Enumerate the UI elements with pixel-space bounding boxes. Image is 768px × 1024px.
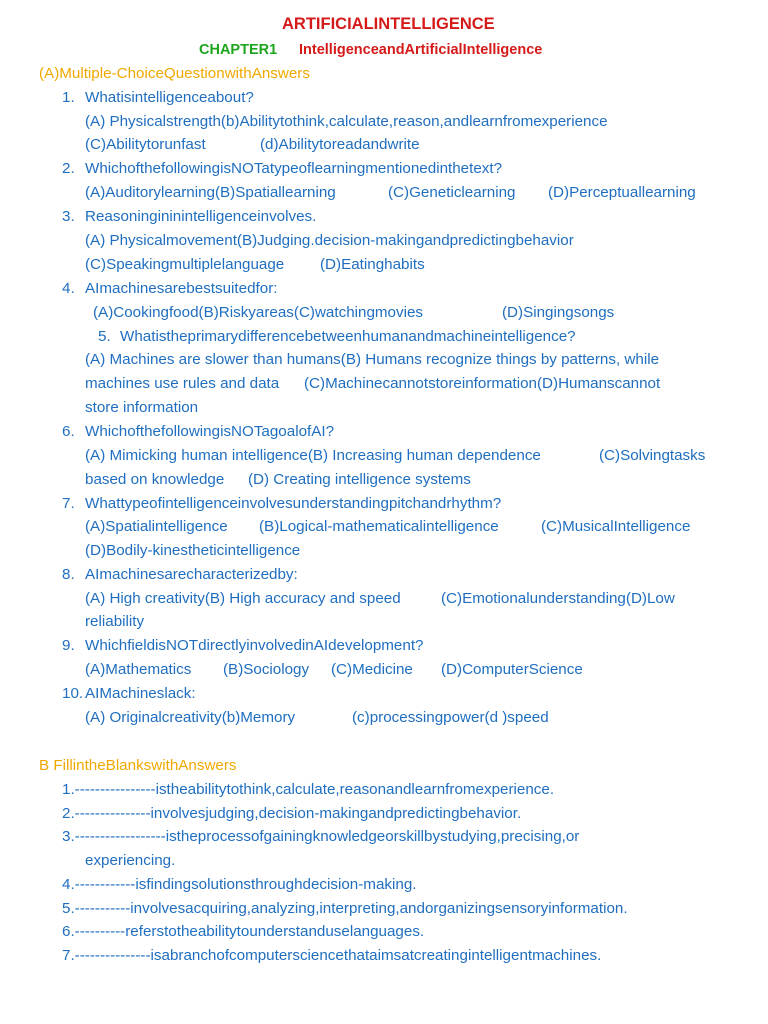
document-title: ARTIFICIALINTELLIGENCE xyxy=(282,15,495,33)
answer-options: (D)Singingsongs xyxy=(502,304,615,321)
answer-options: (C)Speakingmultiplelanguage xyxy=(85,256,285,273)
section-a-heading: (A)Multiple-ChoiceQuestionwithAnswers xyxy=(39,65,310,82)
answer-options: (D) Creating intelligence systems xyxy=(248,471,471,488)
question-number: 10. xyxy=(62,685,84,702)
answer-options: (A) Physicalstrength(b)Abilitytothink,calculate,reason,andlearnfromexperience xyxy=(85,113,608,130)
fill-blank-item-continued: experiencing. xyxy=(85,852,176,869)
question-number: 7. xyxy=(62,495,75,512)
answer-options: based on knowledge xyxy=(85,471,225,488)
fill-blank-item: 2.---------------involvesjudging,decision-makingandpredictingbehavior. xyxy=(62,805,522,822)
question-number: 1. xyxy=(62,89,75,106)
question-text: AImachinesarecharacterizedby: xyxy=(85,566,298,583)
answer-options: (A)Spatialintelligence xyxy=(85,518,228,535)
question-number: 8. xyxy=(62,566,75,583)
answer-options: (A)Mathematics xyxy=(85,661,192,678)
answer-options: reliability xyxy=(85,613,145,630)
answer-options: (D)Eatinghabits xyxy=(320,256,425,273)
question-text: WhichfieldisNOTdirectlyinvolvedinAIdevelopment? xyxy=(85,637,424,654)
answer-options: (A) Physicalmovement(B)Judging.decision-makingandpredictingbehavior xyxy=(85,232,574,249)
chapter-label: CHAPTER1 xyxy=(199,42,278,58)
question-text: Whatistheprimarydifferencebetweenhumanandmachineintelligence? xyxy=(120,328,576,345)
answer-options: (C)MusicalIntelligence xyxy=(541,518,691,535)
question-text: Whattypeofintelligenceinvolvesunderstandingpitchandrhythm? xyxy=(85,495,502,512)
answer-options: (A) Originalcreativity(b)Memory xyxy=(85,709,296,726)
question-number: 5. xyxy=(98,328,111,345)
answer-options: (A) High creativity(B) High accuracy and speed xyxy=(85,590,401,607)
chapter-title: IntelligenceandArtificialIntelligence xyxy=(299,42,543,58)
fill-blank-item: 7.---------------isabranchofcomputersciencethataimsatcreatingintelligentmachines. xyxy=(62,947,602,964)
fill-blank-item: 6.----------referstotheabilitytounderstanduselanguages. xyxy=(62,923,425,940)
answer-options: (A) Mimicking human intelligence(B) Increasing human dependence xyxy=(85,447,541,464)
question-text: AIMachineslack: xyxy=(85,685,196,702)
section-b-heading: B FillintheBlankswithAnswers xyxy=(39,757,237,774)
answer-options: (C)Emotionalunderstanding(D)Low xyxy=(441,590,675,607)
fill-blank-item: 4.------------isfindingsolutionsthroughdecision-making. xyxy=(62,876,417,893)
answer-options: (c)processingpower(d )speed xyxy=(352,709,549,726)
answer-options: (C)Solvingtasks xyxy=(599,447,706,464)
question-text: Whatisintelligenceabout? xyxy=(85,89,254,106)
question-number: 6. xyxy=(62,423,75,440)
answer-options: (B)Sociology xyxy=(223,661,310,678)
answer-options: (A)Cookingfood(B)Riskyareas(C)watchingmovies xyxy=(93,304,424,321)
question-text: WhichofthefollowingisNOTagoalofAI? xyxy=(85,423,335,440)
answer-options: (C)Abilitytorunfast xyxy=(85,136,206,153)
question-number: 3. xyxy=(62,208,75,225)
answer-options: (d)Abilitytoreadandwrite xyxy=(260,136,420,153)
question-number: 2. xyxy=(62,160,75,177)
answer-options: (A)Auditorylearning(B)Spatiallearning xyxy=(85,184,336,201)
question-text: WhichofthefollowingisNOTatypeoflearningmentionedinthetext? xyxy=(85,160,503,177)
answer-options: (B)Logical-mathematicalintelligence xyxy=(259,518,499,535)
fill-blank-item: 1.----------------istheabilitytothink,calculate,reasonandlearnfromexperience. xyxy=(62,781,555,798)
answer-options: (C)Medicine xyxy=(331,661,413,678)
answer-options: machines use rules and data xyxy=(85,375,280,392)
answer-options: (C)Machinecannotstoreinformation(D)Humanscannot xyxy=(304,375,661,392)
answer-options: (A) Machines are slower than humans(B) Humans recognize things by patterns, while xyxy=(85,351,660,368)
answer-options: (D)Bodily-kinestheticintelligence xyxy=(85,542,301,559)
question-text: AImachinesarebestsuitedfor: xyxy=(85,280,278,297)
answer-options: (D)Perceptuallearning xyxy=(548,184,696,201)
question-number: 4. xyxy=(62,280,75,297)
answer-options: store information xyxy=(85,399,199,416)
question-number: 9. xyxy=(62,637,75,654)
fill-blank-item: 5.-----------involvesacquiring,analyzing,interpreting,andorganizingsensoryinformation. xyxy=(62,900,628,917)
question-text: Reasoningininintelligenceinvolves. xyxy=(85,208,317,225)
answer-options: (D)ComputerScience xyxy=(441,661,583,678)
answer-options: (C)Geneticlearning xyxy=(388,184,516,201)
fill-blank-item: 3.------------------istheprocessofgainingknowledgeorskillbystudying,precising,or xyxy=(62,828,580,845)
